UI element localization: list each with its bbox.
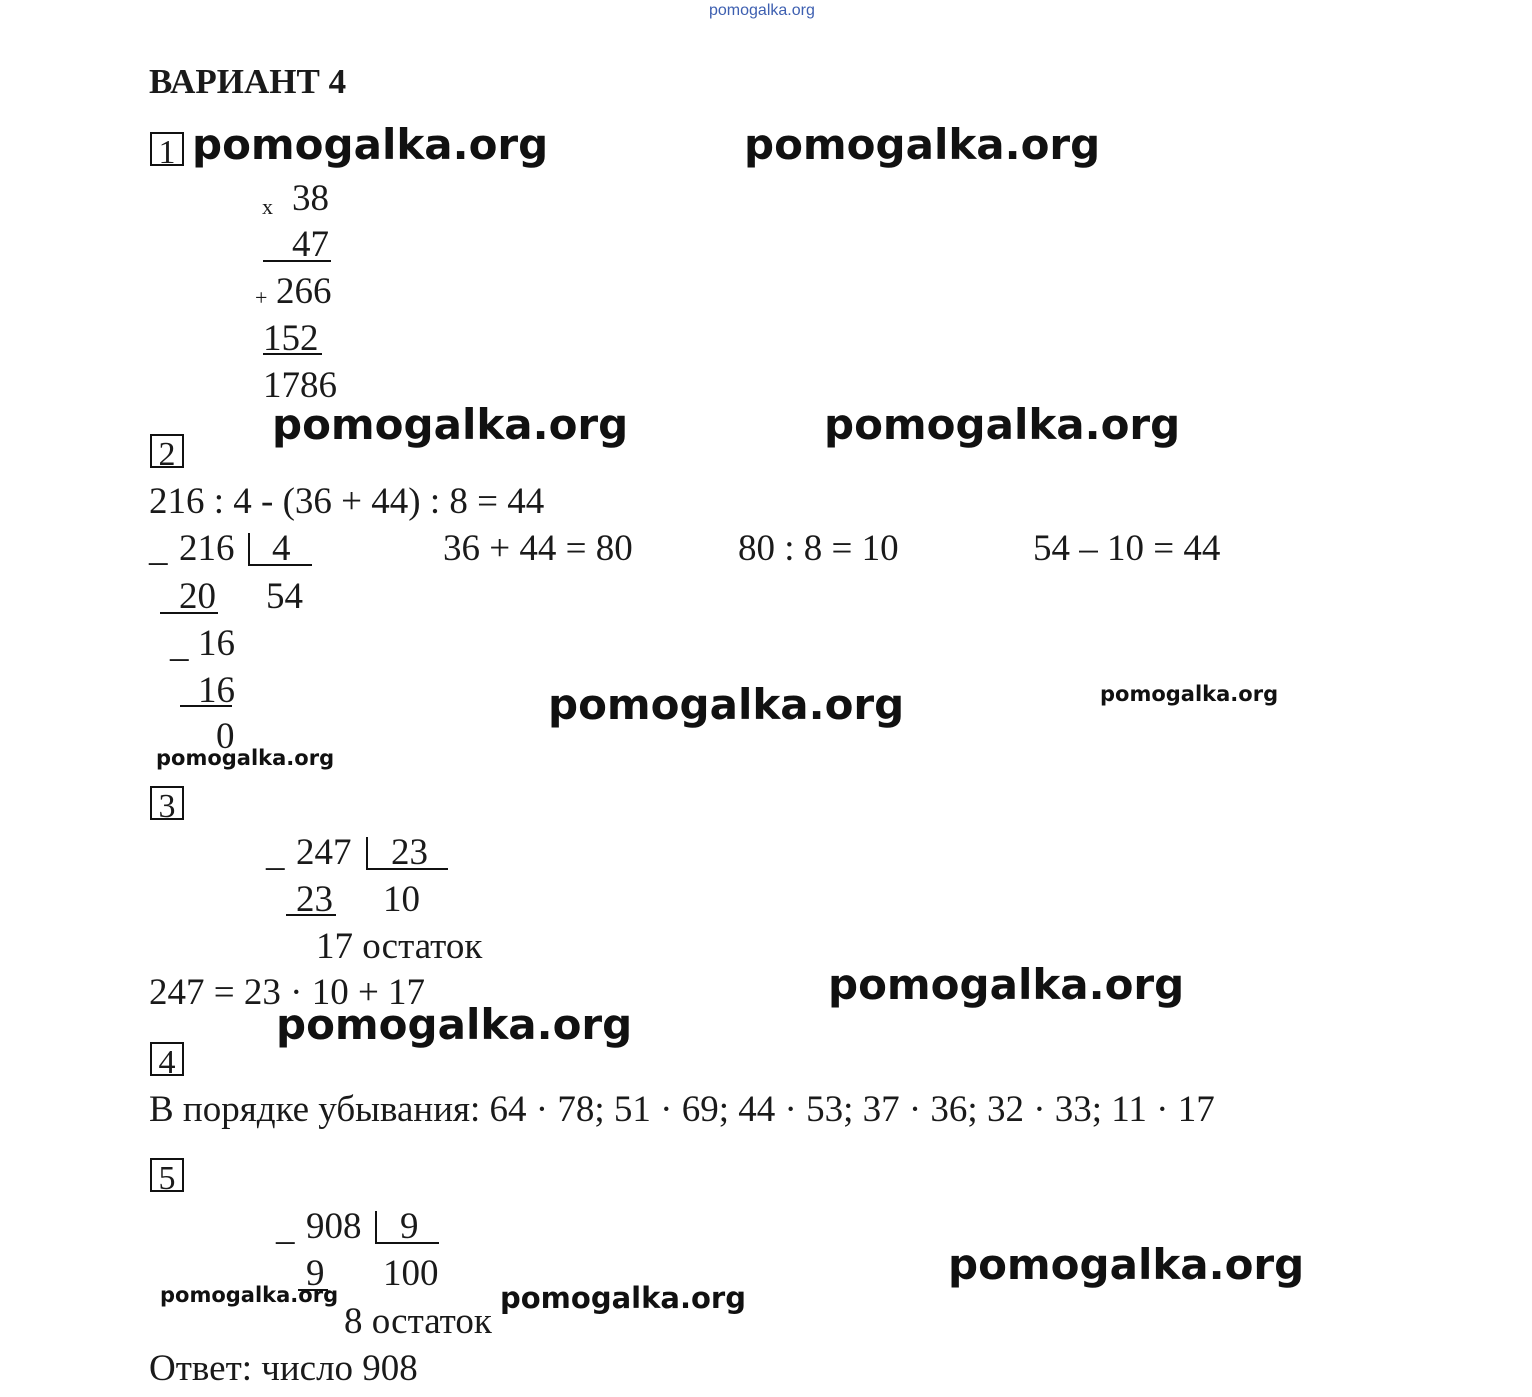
division-bar bbox=[248, 533, 250, 566]
multiply-sign: x bbox=[262, 194, 273, 219]
partial-product-2: 152 bbox=[263, 318, 319, 359]
partial-product-1: 266 bbox=[276, 271, 332, 312]
task-number-1: 1 bbox=[150, 132, 184, 166]
watermark: pomogalka.org bbox=[192, 120, 549, 169]
quotient: 100 bbox=[383, 1253, 439, 1294]
dividend: 247 bbox=[296, 832, 352, 873]
remainder-final: 0 bbox=[216, 716, 235, 757]
watermark: pomogalka.org bbox=[828, 960, 1185, 1009]
underline bbox=[263, 260, 331, 262]
watermark: pomogalka.org bbox=[156, 746, 335, 770]
page-title: ВАРИАНТ 4 bbox=[149, 62, 347, 101]
factor-a: 38 bbox=[292, 178, 329, 219]
dividend: 908 bbox=[306, 1206, 362, 1247]
expression: 216 : 4 - (36 + 44) : 8 = 44 bbox=[149, 481, 545, 522]
plus-sign: + bbox=[255, 285, 268, 310]
subtrahend: 23 bbox=[296, 879, 333, 920]
factor-b: 47 bbox=[292, 224, 329, 265]
quotient: 10 bbox=[383, 879, 420, 920]
watermark: pomogalka.org bbox=[1100, 682, 1279, 706]
subtrahend: 9 bbox=[306, 1253, 325, 1294]
watermark-top: pomogalka.org bbox=[709, 2, 815, 19]
minus-sign: _ bbox=[170, 624, 189, 665]
division-bar bbox=[366, 837, 368, 870]
minus-sign: _ bbox=[149, 528, 168, 569]
watermark: pomogalka.org bbox=[948, 1240, 1305, 1289]
quotient: 54 bbox=[266, 576, 303, 617]
answer: Ответ: число 908 bbox=[149, 1348, 418, 1389]
divisor: 9 bbox=[400, 1206, 419, 1247]
underline bbox=[263, 353, 322, 355]
watermark: pomogalka.org bbox=[160, 1283, 339, 1307]
underline bbox=[286, 914, 336, 916]
minus-sign: _ bbox=[266, 833, 285, 874]
product-result: 1786 bbox=[263, 365, 337, 406]
task-number-3: 3 bbox=[150, 786, 184, 820]
underline bbox=[160, 612, 218, 614]
division-bar bbox=[375, 1211, 377, 1244]
step-1: 36 + 44 = 80 bbox=[443, 528, 633, 569]
subtrahend-1: 20 bbox=[179, 576, 216, 617]
underline bbox=[180, 705, 232, 707]
divisor-underline bbox=[375, 1242, 439, 1244]
divisor-underline bbox=[248, 564, 312, 566]
remainder: 8 остаток bbox=[344, 1301, 492, 1342]
minus-sign: _ bbox=[276, 1207, 295, 1248]
subtrahend-2: 16 bbox=[198, 670, 235, 711]
check-equation: 247 = 23 · 10 + 17 bbox=[149, 972, 426, 1013]
task-4-answer: В порядке убывания: 64 · 78; 51 · 69; 44 · 53; 37 · 36; 32 · 33; 11 · 17 bbox=[149, 1089, 1215, 1130]
task-number-4: 4 bbox=[150, 1042, 184, 1076]
divisor-underline bbox=[366, 868, 448, 870]
watermark: pomogalka.org bbox=[276, 1000, 633, 1049]
remainder: 17 остаток bbox=[316, 926, 483, 967]
divisor: 23 bbox=[391, 832, 428, 873]
watermark: pomogalka.org bbox=[548, 680, 905, 729]
divisor: 4 bbox=[272, 528, 291, 569]
step-3: 54 – 10 = 44 bbox=[1033, 528, 1221, 569]
watermark: pomogalka.org bbox=[824, 400, 1181, 449]
watermark: pomogalka.org bbox=[744, 120, 1101, 169]
task-number-5: 5 bbox=[150, 1158, 184, 1192]
dividend: 216 bbox=[179, 528, 235, 569]
watermark: pomogalka.org bbox=[272, 400, 629, 449]
watermark: pomogalka.org bbox=[500, 1281, 746, 1315]
task-number-2: 2 bbox=[150, 434, 184, 468]
remainder-1: 16 bbox=[198, 623, 235, 664]
step-2: 80 : 8 = 10 bbox=[738, 528, 899, 569]
